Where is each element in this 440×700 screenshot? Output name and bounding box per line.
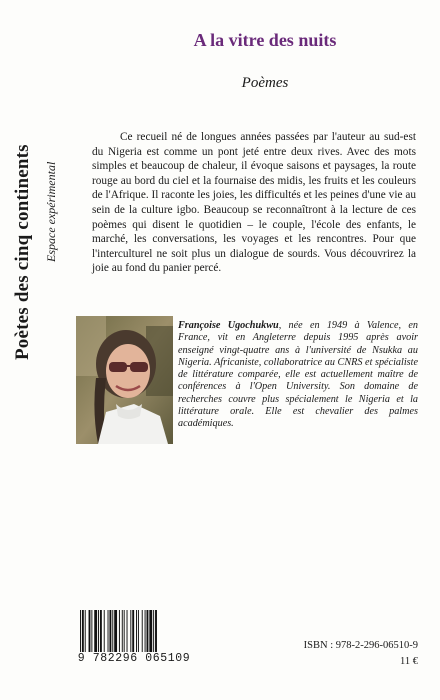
book-title: A la vitre des nuits bbox=[193, 30, 337, 50]
book-subtitle: Poèmes bbox=[241, 75, 289, 91]
barcode-digits: 9 782296 065109 bbox=[77, 652, 191, 665]
book-blurb: Ce recueil né de longues années passées par l'auteur au sud-est du Nigeria est comme un pont jeté entre deux rives. Avec des mots simples et beaucoup de chaleur, il évoque saisons et paysages, la route rouge au bord du ciel et la fournaise des midis, les fruits et les couleurs de l'Afrique. Il raconte les joies, les difficultés et les peines d'une vie au sein de la culture igbo. Beaucoup se reconnaîtront à la lecture de ces poèmes qui disent le quotidien – le couple, l'école des enfants, le marché, les conversations, les voyages et les rencontres. Pour que l'interculturel ne soit plus un dialogue de sourds. Vous découvrirez la joie au fond du panier percé. bbox=[92, 131, 416, 275]
series-name: Poètes des cinq continents bbox=[12, 144, 33, 360]
price: 11 € bbox=[400, 656, 418, 667]
author-bio bbox=[178, 320, 418, 431]
author-name: Françoise Ugochukwu bbox=[178, 320, 279, 331]
subseries-name: Espace expérimental bbox=[44, 161, 58, 262]
author-portrait-image bbox=[76, 316, 173, 444]
author-bio-text: , née en 1949 à Valence, en France, vit en Angleterre depuis 1995 après avoir enseigné vingt-quatre ans à l'université de Nsukka au Nigeria. Africaniste, collaboratrice au CNRS et spécialiste de littérature comparée, elle est actuellement maître de conférences à l'Open University. Son domaine de recherches couvre plus spécialement le Nigeria et la littérature orale. Elle est chevalier des palmes académiques. bbox=[178, 320, 418, 430]
isbn-number: ISBN : 978-2-296-06510-9 bbox=[303, 640, 418, 651]
author-photo bbox=[76, 316, 173, 444]
series-spine bbox=[0, 30, 70, 650]
